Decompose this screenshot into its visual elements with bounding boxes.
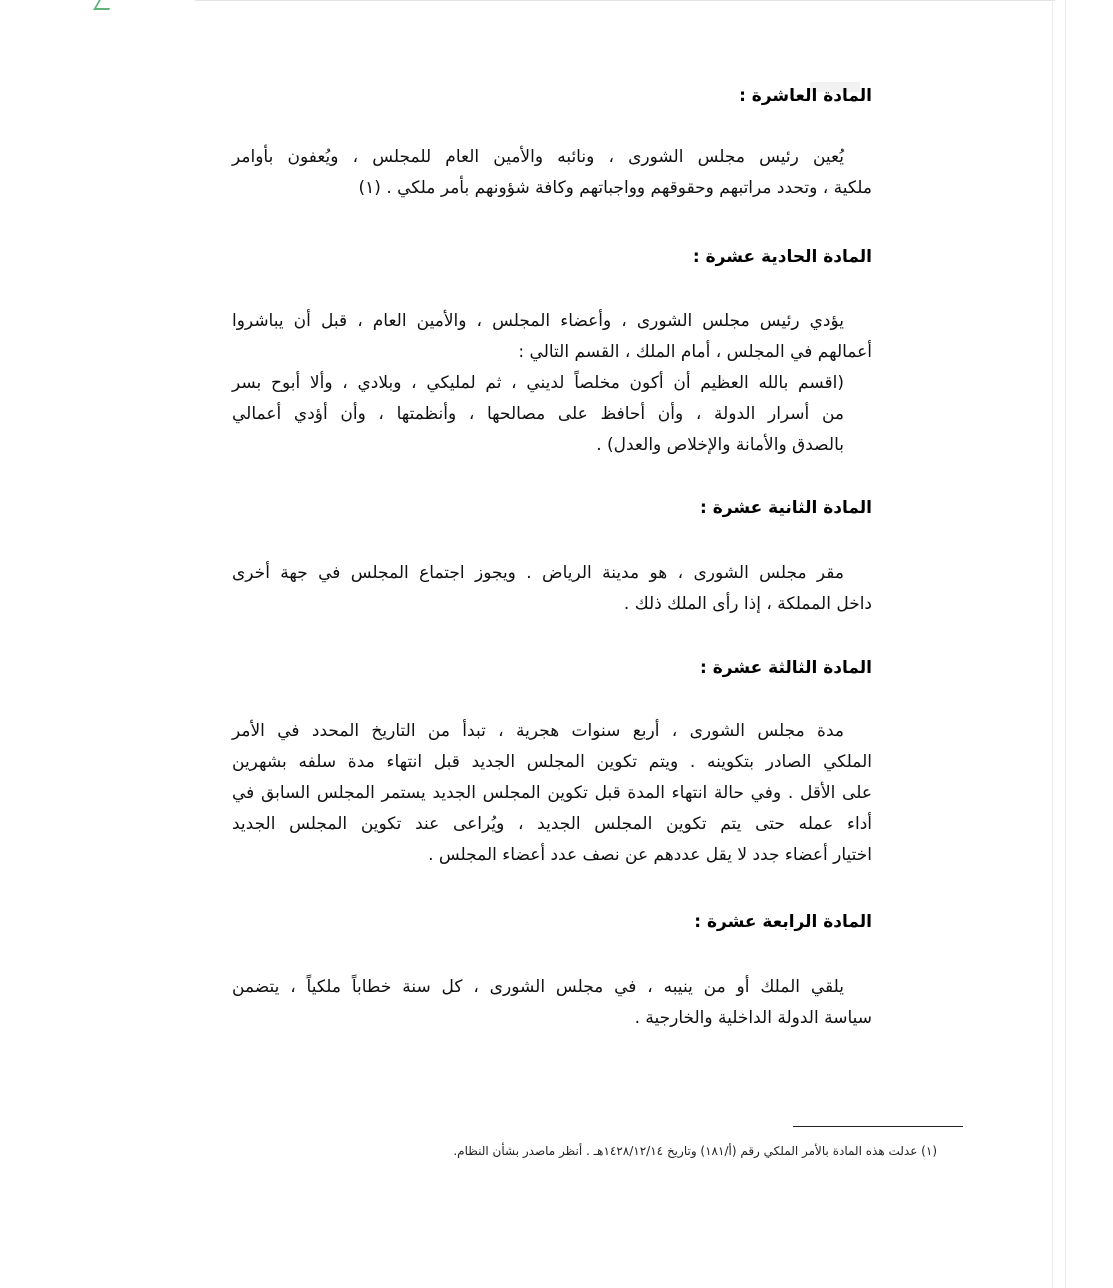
article-11-heading: المادة الحادية عشرة : (692, 247, 872, 267)
article-10-line-1: يُعين رئيس مجلس الشورى ، ونائبه والأمين العام للمجلس ، ويُعفون بأوامر (232, 147, 844, 167)
article-12-heading: المادة الثانية عشرة : (700, 498, 872, 518)
corner-mark (93, 0, 115, 10)
scan-edge-top (195, 0, 1055, 1)
article-11-line-3: (اقسم بالله العظيم أن أكون مخلصاً لديني ، ثم لمليكي ، وبلادي ، وألا أبوح بسر (232, 373, 844, 393)
article-13-line-1: مدة مجلس الشورى ، أربع سنوات هجرية ، تبدأ من التاريخ المحدد في الأمر (232, 721, 844, 741)
article-13-heading: المادة الثالثة عشرة : (700, 658, 872, 678)
article-12-line-2: داخل المملكة ، إذا رأى الملك ذلك . (623, 594, 872, 614)
article-11-body (232, 306, 872, 461)
footnote-separator (793, 1126, 963, 1127)
article-12-body (232, 558, 872, 620)
article-11-line-5: بالصدق والأمانة والإخلاص والعدل) . (596, 435, 844, 455)
article-14-heading: المادة الرابعة عشرة : (694, 912, 872, 932)
article-13-line-5: اختيار أعضاء جدد لا يقل عددهم عن نصف عدد أعضاء المجلس . (428, 845, 872, 865)
scan-edge-right (1052, 0, 1053, 1288)
article-10-heading: المادة العاشرة : (739, 86, 872, 106)
article-13-line-2: الملكي الصادر بتكوينه . ويتم تكوين المجلس الجديد قبل انتهاء مدة سلفه بشهرين (232, 752, 872, 772)
article-12-line-1: مقر مجلس الشورى ، هو مدينة الرياض . ويجوز اجتماع المجلس في جهة أخرى (232, 563, 844, 583)
article-14-body (232, 972, 872, 1034)
article-13-line-3: على الأقل . وفي حالة انتهاء المدة قبل تكوين المجلس الجديد يستمر المجلس السابق في (232, 783, 872, 803)
article-11-line-1: يؤدي رئيس مجلس الشورى ، وأعضاء المجلس ، والأمين العام ، قبل أن يباشروا (232, 311, 844, 331)
article-13-line-4: أداء عمله حتى يتم تكوين المجلس الجديد ، ويُراعى عند تكوين المجلس الجديد (232, 814, 872, 834)
article-14-line-1: يلقي الملك أو من ينيبه ، في مجلس الشورى ، كل سنة خطاباً ملكياً ، يتضمن (232, 977, 844, 997)
article-10-line-2: ملكية ، وتحدد مراتبهم وحقوقهم وواجباتهم وكافة شؤونهم بأمر ملكي . (١) (358, 178, 872, 198)
article-10-body (232, 142, 872, 204)
article-11-line-4: من أسرار الدولة ، وأن أحافظ على مصالحها ، وأنظمتها ، وأن أؤدي أعمالي (232, 404, 844, 424)
article-14-line-2: سياسة الدولة الداخلية والخارجية . (634, 1008, 872, 1028)
article-11-line-2: أعمالهم في المجلس ، أمام الملك ، القسم التالي : (518, 342, 872, 362)
article-13-body (232, 716, 872, 871)
footnote-text: (١) عدلت هذه المادة بالأمر الملكي رقم (أ/١٨١) وتاريخ ١٤٢٨/١٢/١٤هـ . أنظر ماصدر بشأن النظام. (453, 1144, 937, 1158)
scan-edge-right-outer (1065, 0, 1066, 1288)
